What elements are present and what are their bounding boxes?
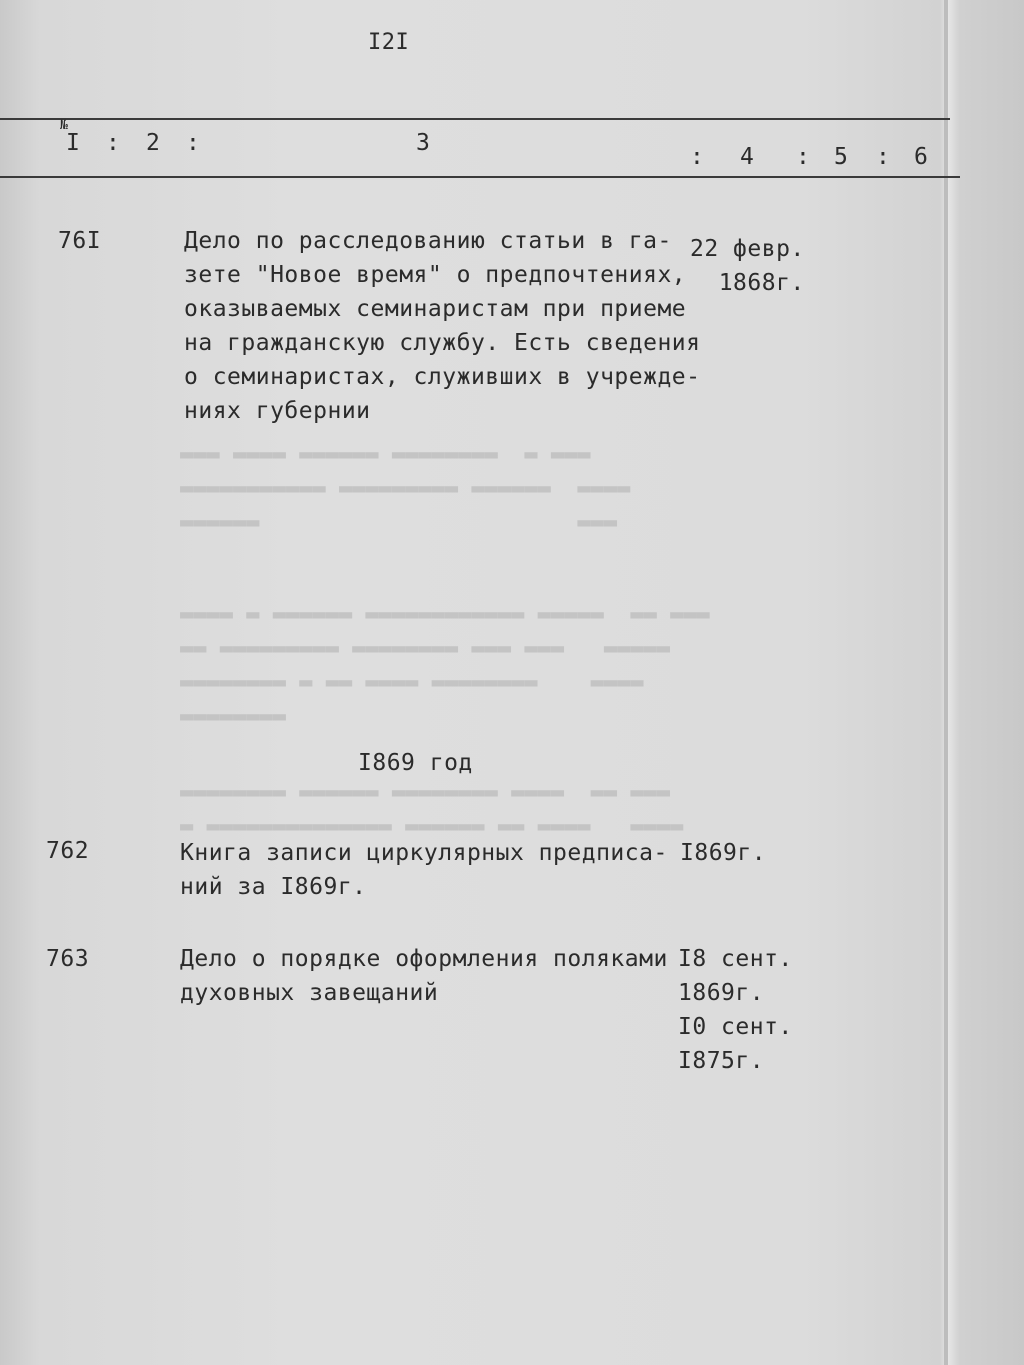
header-col-2: 2 (146, 130, 160, 156)
header-num-sign: № (60, 118, 68, 133)
entry-number: 76I (58, 228, 102, 254)
header-col-5: 5 (834, 144, 848, 170)
bleed-through-text: ▬▬▬ ▬▬▬▬ ▬▬▬▬▬▬ ▬▬▬▬▬▬▬▬ ▬ ▬▬▬ ▬▬▬▬▬▬▬▬▬▬▬ ▬▬▬▬▬▬▬▬▬ ▬▬▬▬▬▬ ▬▬▬▬ ▬▬▬▬▬▬ ▬▬▬ (180, 442, 631, 535)
entry-title: Книга записи циркулярных предписа- ний за I869г. (180, 840, 668, 900)
entry-title: Дело о порядке оформления поляками духовных завещаний (180, 946, 668, 1006)
header-bottom-rule (0, 176, 960, 178)
year-heading: I869 год (358, 750, 473, 776)
header-col-6: 6 (914, 144, 928, 170)
header-sep: : (796, 144, 810, 170)
bleed-through-text: ▬▬▬▬ ▬ ▬▬▬▬▬▬ ▬▬▬▬▬▬▬▬▬▬▬▬ ▬▬▬▬▬ ▬▬ ▬▬▬ ▬▬ ▬▬▬▬▬▬▬▬▬ ▬▬▬▬▬▬▬▬ ▬▬▬ ▬▬▬ ▬▬▬▬▬ ▬▬▬▬▬▬▬▬ ▬ ▬▬ ▬▬▬▬ ▬▬▬▬▬▬▬▬ ▬▬▬▬ ▬▬▬▬▬▬▬▬ (180, 602, 710, 729)
entry-dates: 22 февр. 1868г. (690, 236, 805, 296)
entry-title: Дело по расследованию статьи в га- зете "Новое время" о предпочтениях, оказываемых семинаристам при приеме на гражданскую службу. Есть сведения о семинаристах, служивших в учрежде- ниях губернии (184, 228, 701, 424)
page-number: I2I (368, 30, 410, 55)
header-sep: : (690, 144, 704, 170)
entry-dates: I869г. (680, 840, 767, 866)
entry-dates: I8 сент. 1869г. I0 сент. I875г. (678, 946, 793, 1074)
header-col-4: 4 (740, 144, 754, 170)
header-col-1: I (66, 130, 80, 156)
header-top-rule (0, 118, 950, 120)
header-sep: : (876, 144, 890, 170)
entry-number: 763 (46, 946, 90, 972)
header-sep: : (186, 130, 200, 156)
page-edge (944, 0, 948, 1365)
entry-number: 762 (46, 838, 90, 864)
header-sep: : (106, 130, 120, 156)
bleed-through-text: ▬▬▬▬▬▬▬▬ ▬▬▬▬▬▬ ▬▬▬▬▬▬▬▬ ▬▬▬▬ ▬▬ ▬▬▬ ▬ ▬▬▬▬▬▬▬▬▬▬▬▬▬▬ ▬▬▬▬▬▬ ▬▬ ▬▬▬▬ ▬▬▬▬ (180, 780, 684, 839)
header-col-3: 3 (416, 130, 430, 156)
